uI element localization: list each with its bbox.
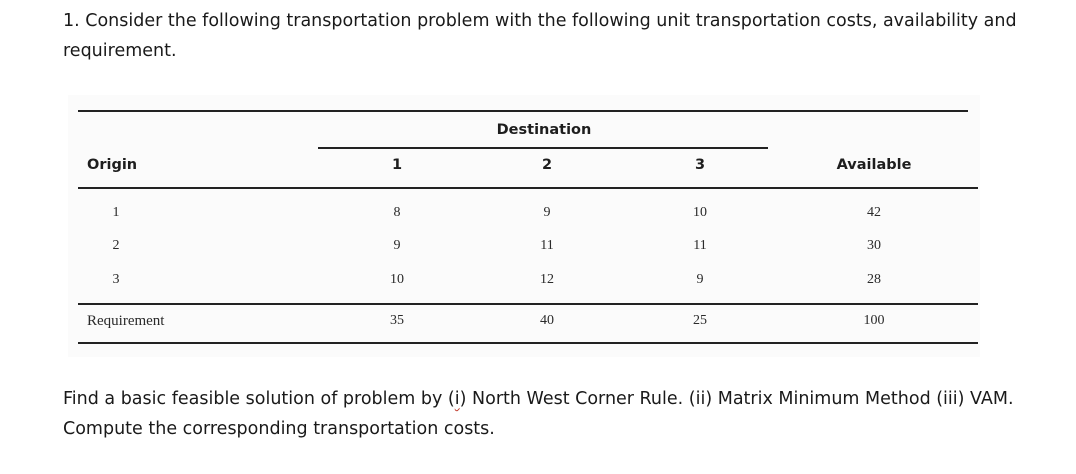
available-3: 28 [867,272,881,287]
requirement-3: 25 [693,313,707,328]
destination-2-header: 2 [541,157,553,173]
question-task-part1: Find a basic feasible solution of problem by ( [63,389,455,409]
transportation-table [68,95,980,357]
question-task-part2: ) North West Corner Rule. (ii) Matrix Minimum Method (iii) VAM. Compute the corresponding transportation costs. [63,389,1014,439]
available-2: 30 [867,238,881,253]
body-rule [78,303,978,305]
cost-3-2: 12 [540,272,554,287]
question-intro: 1. Consider the following transportation problem with the following unit transportation costs, availability and requirement. [63,11,1017,61]
destination-3-header: 3 [694,157,706,173]
cost-1-2: 9 [543,205,551,220]
available-1: 42 [867,205,881,220]
cost-3-1: 10 [390,272,404,287]
origin-3: 3 [112,272,120,287]
requirement-label: Requirement [87,313,165,329]
cost-3-3: 9 [696,272,704,287]
origin-header: Origin [87,157,138,173]
header-rule [78,187,978,189]
spellcheck-flagged-word: i [454,389,460,409]
destination-1-header: 1 [391,157,403,173]
destination-header: Destination [496,122,592,138]
available-header: Available [836,157,912,173]
cost-2-1: 9 [393,238,401,253]
cost-2-3: 11 [693,238,707,253]
table-top-rule [78,110,968,112]
cost-2-2: 11 [540,238,554,253]
requirement-total: 100 [863,313,885,328]
cost-1-3: 10 [693,205,707,220]
origin-1: 1 [112,205,120,220]
destination-rule [318,147,768,149]
table-bottom-rule [78,342,978,344]
requirement-1: 35 [390,313,404,328]
question-task [63,384,1053,444]
cost-1-1: 8 [393,205,401,220]
requirement-2: 40 [540,313,554,328]
origin-2: 2 [112,238,120,253]
